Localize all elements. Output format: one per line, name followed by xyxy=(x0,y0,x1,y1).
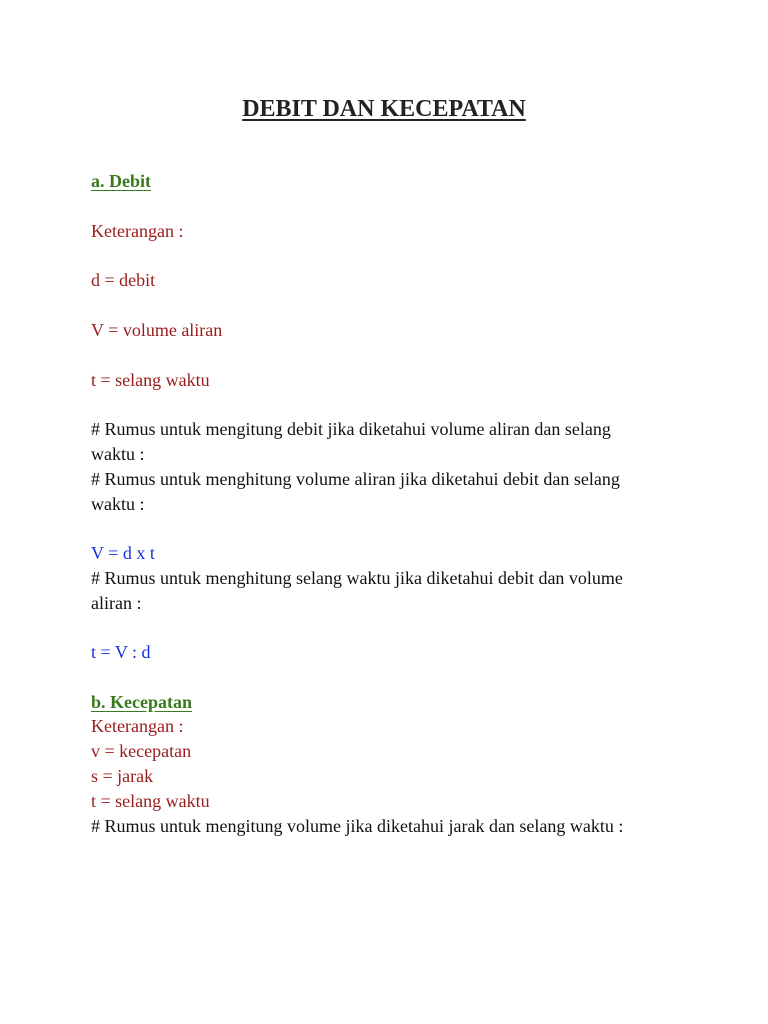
section-b-var-s: s = jarak xyxy=(91,766,154,786)
section-a-rumus2-line1: # Rumus untuk menghitung volume aliran jika diketahui debit dan selang xyxy=(91,469,620,489)
document-title: DEBIT DAN KECEPATAN xyxy=(242,96,526,122)
section-a-var-v: V = volume aliran xyxy=(91,320,223,340)
section-a-var-t: t = selang waktu xyxy=(91,370,210,390)
section-a-rumus2-line2: waktu : xyxy=(91,494,145,514)
section-a-rumus1-line2: waktu : xyxy=(91,444,145,464)
section-a-formula-t: t = V : d xyxy=(91,642,151,662)
section-a-heading: a. Debit xyxy=(91,171,151,191)
section-b-var-t: t = selang waktu xyxy=(91,791,210,811)
section-a-rumus3-line2: aliran : xyxy=(91,593,142,613)
section-b-heading: b. Kecepatan xyxy=(91,692,192,712)
section-b-var-v: v = kecepatan xyxy=(91,741,192,761)
section-a-keterangan: Keterangan : xyxy=(91,221,184,241)
section-a-formula-v: V = d x t xyxy=(91,543,155,563)
section-a-rumus3-line1: # Rumus untuk menghitung selang waktu jika diketahui debit dan volume xyxy=(91,568,623,588)
section-b-keterangan: Keterangan : xyxy=(91,716,184,736)
section-b-rumus1-line1: # Rumus untuk mengitung volume jika diketahui jarak dan selang waktu : xyxy=(91,816,624,836)
section-a-rumus1-line1: # Rumus untuk mengitung debit jika diketahui volume aliran dan selang xyxy=(91,419,611,439)
section-a-var-d: d = debit xyxy=(91,270,156,290)
